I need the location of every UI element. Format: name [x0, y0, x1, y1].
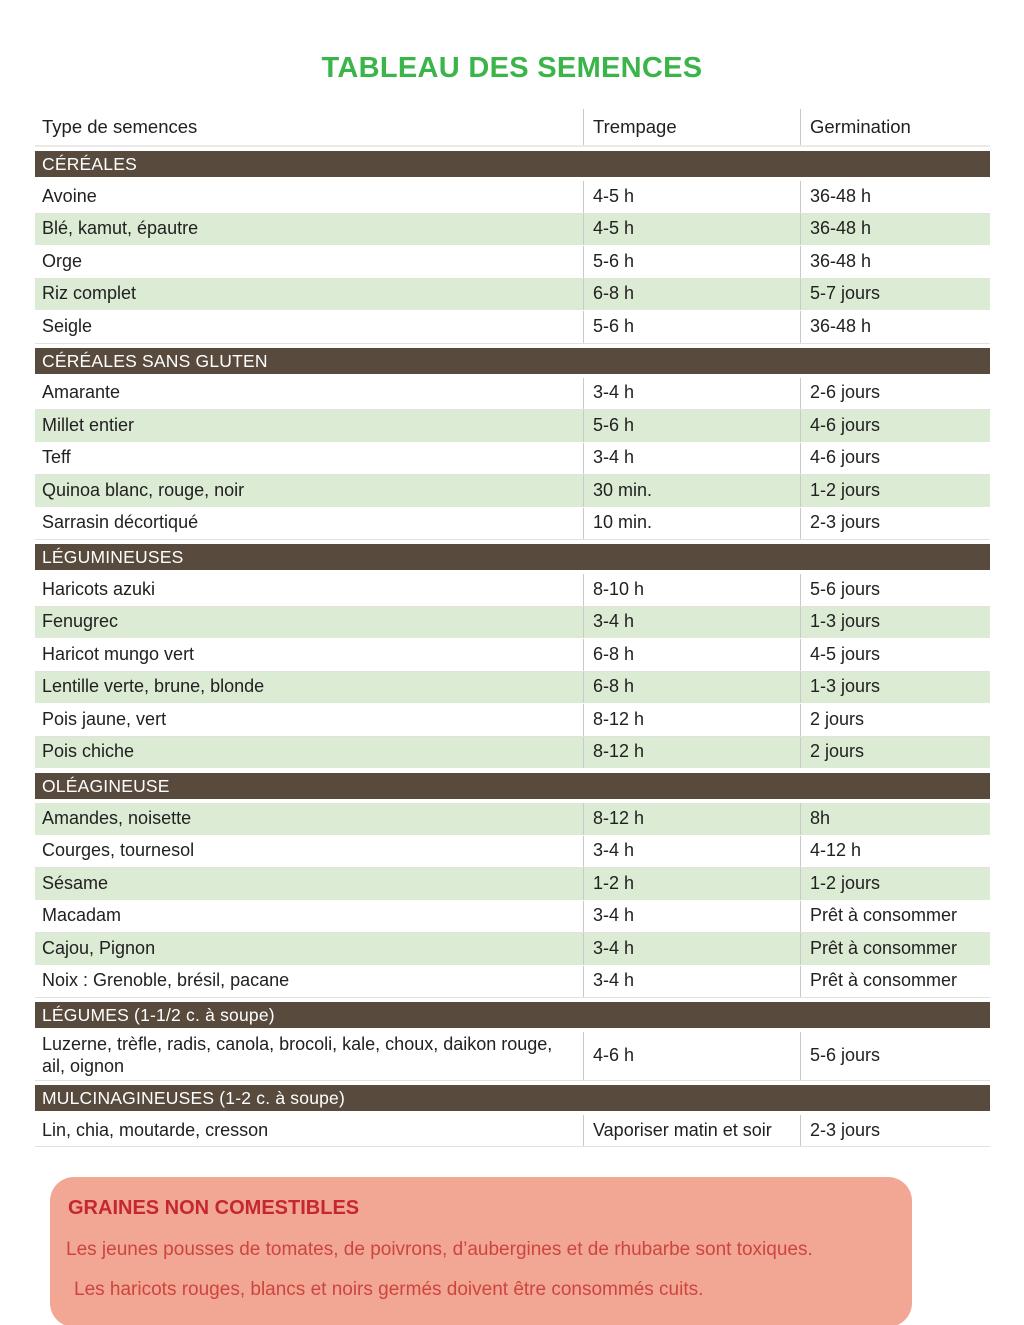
table-row — [35, 279, 990, 312]
trempage-cell: 5-6 h — [583, 246, 800, 278]
page-title: TABLEAU DES SEMENCES — [321, 52, 703, 84]
table-row — [35, 246, 990, 279]
table-row — [35, 1115, 990, 1148]
section-header: CÉRÉALES — [35, 151, 990, 177]
seed-name-cell: Millet entier — [42, 414, 135, 435]
table-row — [35, 607, 990, 640]
germination-cell: 2-6 jours — [800, 378, 990, 410]
seed-name-cell: Haricot mungo vert — [42, 643, 195, 664]
trempage-cell: 3-4 h — [583, 607, 800, 639]
trempage-cell: 8-10 h — [583, 574, 800, 606]
seed-name-cell: Haricots azuki — [42, 578, 156, 599]
table-row — [35, 803, 990, 836]
trempage-cell: 10 min. — [583, 508, 800, 540]
section-header: MULCINAGINEUSES (1-2 c. à soupe) — [35, 1085, 990, 1111]
seed-name-cell: Courges, tournesol — [42, 840, 195, 861]
table-row — [35, 443, 990, 476]
seed-name-cell: Lentille verte, brune, blonde — [42, 676, 265, 697]
seed-name-cell: Sarrasin décortiqué — [42, 512, 199, 533]
seed-name-cell: Macadam — [42, 905, 122, 926]
germination-cell: 1-2 jours — [800, 868, 990, 900]
germination-cell: Prêt à consommer — [800, 901, 990, 933]
table-row — [35, 508, 990, 541]
trempage-cell: Vaporiser matin et soir — [583, 1115, 800, 1147]
germination-cell: 2-3 jours — [800, 508, 990, 540]
table-row — [35, 737, 990, 770]
germination-cell: 4-6 jours — [800, 410, 990, 442]
table-row — [35, 574, 990, 607]
germination-cell: 36-48 h — [800, 214, 990, 246]
seed-name-cell: Quinoa blanc, rouge, noir — [42, 479, 245, 500]
seed-name-cell: Pois chiche — [42, 741, 135, 762]
germination-cell: 8h — [800, 803, 990, 835]
table-row — [35, 181, 990, 214]
table-row — [35, 1032, 990, 1081]
warning-title: GRAINES NON COMESTIBLES — [68, 1197, 360, 1220]
table-row — [35, 311, 990, 344]
table-row — [35, 639, 990, 672]
trempage-cell: 4-6 h — [583, 1032, 800, 1080]
germination-cell: 2 jours — [800, 704, 990, 736]
column-header-germination: Germination — [800, 109, 990, 145]
germination-cell: 1-3 jours — [800, 672, 990, 704]
seed-name-cell: Pois jaune, vert — [42, 708, 167, 729]
trempage-cell: 30 min. — [583, 475, 800, 507]
warning-line-1: Les jeunes pousses de tomates, de poivrons, d’aubergines et de rhubarbe sont toxiques. — [66, 1239, 813, 1261]
trempage-cell: 3-4 h — [583, 443, 800, 475]
seed-name-cell: Riz complet — [42, 283, 137, 304]
seed-name-cell: Teff — [42, 447, 71, 468]
germination-cell: 2-3 jours — [800, 1115, 990, 1147]
germination-cell: Prêt à consommer — [800, 933, 990, 965]
seed-name-cell: Orge — [42, 250, 83, 271]
table-row — [35, 672, 990, 705]
table-row — [35, 901, 990, 934]
trempage-cell: 3-4 h — [583, 836, 800, 868]
table-row — [35, 475, 990, 508]
table-row — [35, 868, 990, 901]
trempage-cell: 6-8 h — [583, 639, 800, 671]
table-row — [35, 410, 990, 443]
seed-name-cell: Sésame — [42, 872, 109, 893]
seed-name-cell: Avoine — [42, 185, 97, 206]
seed-name-cell: Fenugrec — [42, 611, 119, 632]
germination-cell: 36-48 h — [800, 181, 990, 213]
table-row — [35, 966, 990, 999]
seed-name-cell: Lin, chia, moutarde, cresson — [42, 1119, 269, 1140]
germination-cell: 2 jours — [800, 737, 990, 769]
trempage-cell: 4-5 h — [583, 181, 800, 213]
trempage-cell: 5-6 h — [583, 410, 800, 442]
seed-name-cell: Amandes, noisette — [42, 807, 192, 828]
section-header: CÉRÉALES SANS GLUTEN — [35, 348, 990, 374]
seed-name-cell: Noix : Grenoble, brésil, pacane — [42, 970, 290, 991]
trempage-cell: 1-2 h — [583, 868, 800, 900]
warning-line-2: Les haricots rouges, blancs et noirs germés doivent être consommés cuits. — [74, 1279, 704, 1301]
seed-name-cell: Blé, kamut, épautre — [42, 218, 199, 239]
germination-cell: 5-6 jours — [800, 574, 990, 606]
germination-cell: Prêt à consommer — [800, 966, 990, 998]
seed-name-cell: Luzerne, trèfle, radis, canola, brocoli, kale, choux, daikon rouge, ail, oignon — [42, 1034, 553, 1076]
column-header-trempage: Trempage — [583, 109, 800, 145]
trempage-cell: 6-8 h — [583, 672, 800, 704]
table-body — [35, 151, 990, 1147]
section-header: OLÉAGINEUSE — [35, 773, 990, 799]
seed-name-cell: Cajou, Pignon — [42, 937, 156, 958]
section-header: LÉGUMES (1-1/2 c. à soupe) — [35, 1002, 990, 1028]
germination-cell: 36-48 h — [800, 311, 990, 343]
trempage-cell: 3-4 h — [583, 933, 800, 965]
germination-cell: 5-7 jours — [800, 279, 990, 311]
column-header-type: Type de semences — [42, 116, 198, 137]
table-row — [35, 378, 990, 411]
trempage-cell: 6-8 h — [583, 279, 800, 311]
trempage-cell: 8-12 h — [583, 803, 800, 835]
semences-table — [35, 109, 990, 1147]
germination-cell: 36-48 h — [800, 246, 990, 278]
seed-name-cell: Amarante — [42, 382, 121, 403]
trempage-cell: 3-4 h — [583, 378, 800, 410]
germination-cell: 4-12 h — [800, 836, 990, 868]
warning-box — [50, 1177, 912, 1325]
germination-cell: 1-2 jours — [800, 475, 990, 507]
table-row — [35, 704, 990, 737]
section-header: LÉGUMINEUSES — [35, 544, 990, 570]
trempage-cell: 5-6 h — [583, 311, 800, 343]
trempage-cell: 8-12 h — [583, 737, 800, 769]
table-header-row — [35, 109, 990, 147]
trempage-cell: 4-5 h — [583, 214, 800, 246]
germination-cell: 4-5 jours — [800, 639, 990, 671]
seed-name-cell: Seigle — [42, 315, 93, 336]
germination-cell: 5-6 jours — [800, 1032, 990, 1080]
table-row — [35, 836, 990, 869]
trempage-cell: 3-4 h — [583, 966, 800, 998]
table-row — [35, 933, 990, 966]
trempage-cell: 3-4 h — [583, 901, 800, 933]
germination-cell: 1-3 jours — [800, 607, 990, 639]
germination-cell: 4-6 jours — [800, 443, 990, 475]
table-row — [35, 214, 990, 247]
trempage-cell: 8-12 h — [583, 704, 800, 736]
